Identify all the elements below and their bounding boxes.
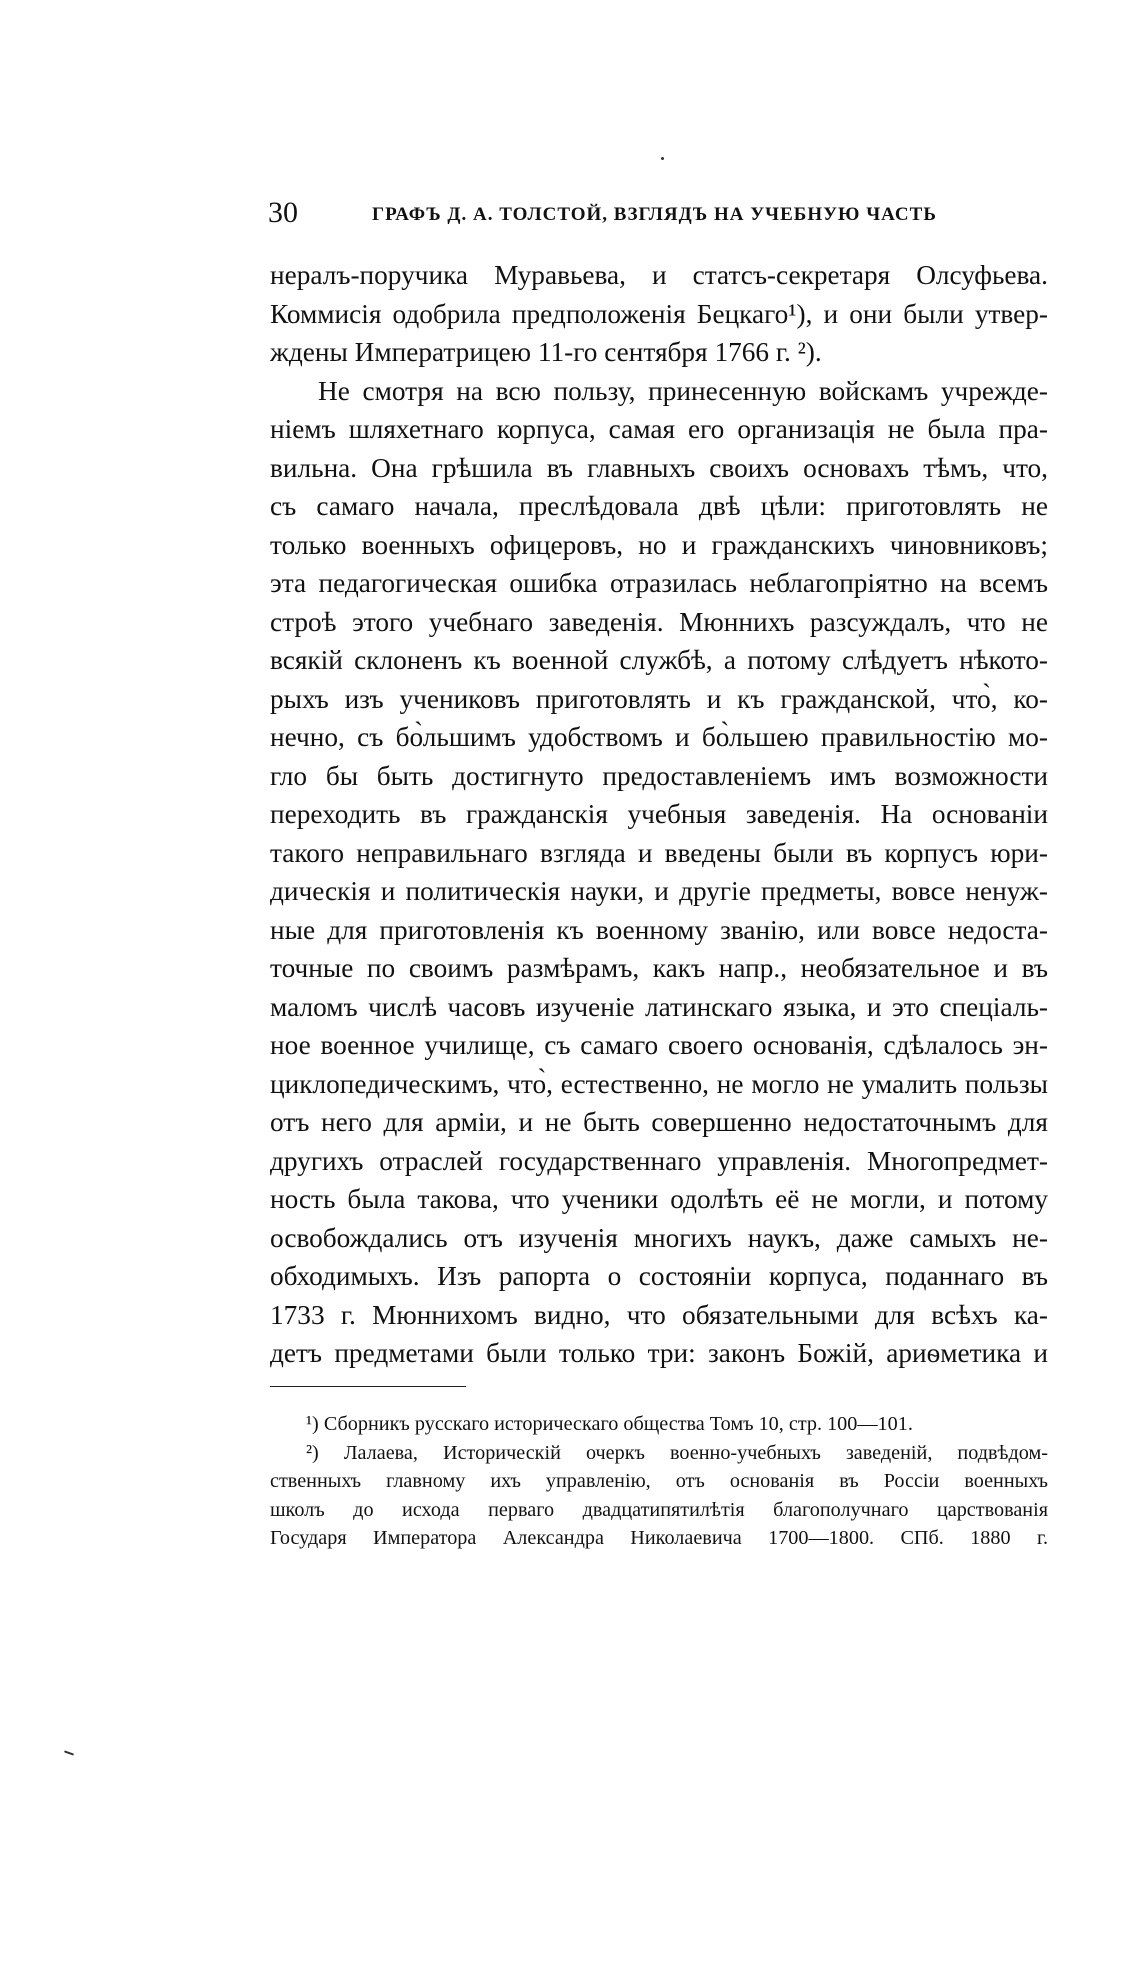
text-line: ное военное училище, съ самаго своего основанія, сдѣлалось эн- [270,1030,1048,1060]
text-line: гло бы быть достигнуто предоставленіемъ имъ возможности [270,760,1048,791]
text-line: ные для приготовленія къ военному званію, или вовсе недоста- [270,914,1048,945]
footnote-line: Государя Императора Александра Николаевича 1700—1800. СПб. 1880 г. [270,1527,1048,1550]
text-line: другихъ отраслей государственнаго управленія. Многопредмет- [270,1145,1048,1176]
ink-speck-left [64,1750,74,1755]
text-line: съ самаго начала, преслѣдовала двѣ цѣли: приготовлять не [270,491,1048,521]
footnote-line: школъ до исхода перваго двадцатипятилѣтія благополучнаго царствованія [270,1498,1048,1521]
text-line: точные по своимъ размѣрамъ, какъ напр., необязательное и въ [270,953,1048,983]
text-line: Не смотря на всю пользу, принесенную войскамъ учрежде- [318,375,1048,406]
text-line: дическія и политическія науки, и другіе предметы, вовсе ненуж- [270,876,1048,906]
page-header [268,196,1058,236]
text-line: строѣ этого учебнаго заведенія. Мюннихъ разсуждалъ, что не [270,606,1048,637]
text-line: Коммисія одобрила предположенія Бецкаго¹), и они были утвер- [270,298,1048,329]
text-line: ждены Императрицею 11-го сентября 1766 г. ²). [270,337,822,367]
text-line: эта педагогическая ошибка отразилась неблагопріятно на всемъ [270,568,1048,598]
text-line: ность была такова, что ученики одолѣть её не могли, и потому [270,1184,1048,1214]
text-line: детъ предметами были только три: законъ Божій, ариѳметика и [270,1338,1048,1368]
footnote-divider [270,1386,466,1387]
text-line: вильна. Она грѣшила въ главныхъ своихъ основахъ тѣмъ, что, [270,452,1048,483]
page-number: 30 [268,196,298,229]
text-line: маломъ числѣ часовъ изученіе латинскаго языка, и это спеціаль- [270,991,1048,1022]
text-line: нечно, съ бо̀льшимъ удобствомъ и бо̀льшею правильностію мо- [270,722,1048,752]
ink-speck-top [661,157,664,160]
text-line: нералъ-поручика Муравьева, и статсъ-секретаря Олсуфьева. [270,260,1048,290]
text-line: освобождались отъ изученія многихъ наукъ, даже самыхъ не- [270,1222,1048,1253]
text-line: такого неправильнаго взгляда и введены были въ корпусъ юри- [270,837,1048,868]
text-line: обходимыхъ. Изъ рапорта о состояніи корпуса, поданнаго въ [270,1261,1048,1291]
footnote-line: ственныхъ главному ихъ управленію, отъ основанія въ Россіи военныхъ [270,1470,1048,1493]
text-line: только военныхъ офицеровъ, но и гражданскихъ чиновниковъ; [270,529,1048,560]
text-line: циклопедическимъ, что̀, естественно, не могло не умалить пользы [270,1068,1048,1099]
footnote-line: ¹) Сборникъ русскаго историческаго общества Томъ 10, стр. 100—101. [306,1413,913,1435]
text-line: 1733 г. Мюннихомъ видно, что обязательными для всѣхъ ка- [270,1299,1048,1330]
running-title: ГРАФЪ Д. А. ТОЛСТОЙ, ВЗГЛЯДЪ НА УЧЕБНУЮ ЧАСТЬ [372,204,937,225]
text-line: всякій склоненъ къ военной службѣ, а потому слѣдуетъ нѣкото- [270,645,1048,675]
footnote-line: ²) Лалаева, Историческій очеркъ военно-учебныхъ заведеній, подвѣдом- [306,1441,1048,1464]
text-line: рыхъ изъ учениковъ приготовлять и къ гражданской, что̀, ко- [270,683,1048,714]
footnotes [270,1410,1048,1553]
text-line: отъ него для арміи, и не быть совершенно недостаточнымъ для [270,1107,1048,1137]
main-text [270,256,1048,1373]
text-line: ніемъ шляхетнаго корпуса, самая его организація не была пра- [270,414,1048,444]
text-line: переходить въ гражданскія учебныя заведенія. На основаніи [270,799,1048,829]
